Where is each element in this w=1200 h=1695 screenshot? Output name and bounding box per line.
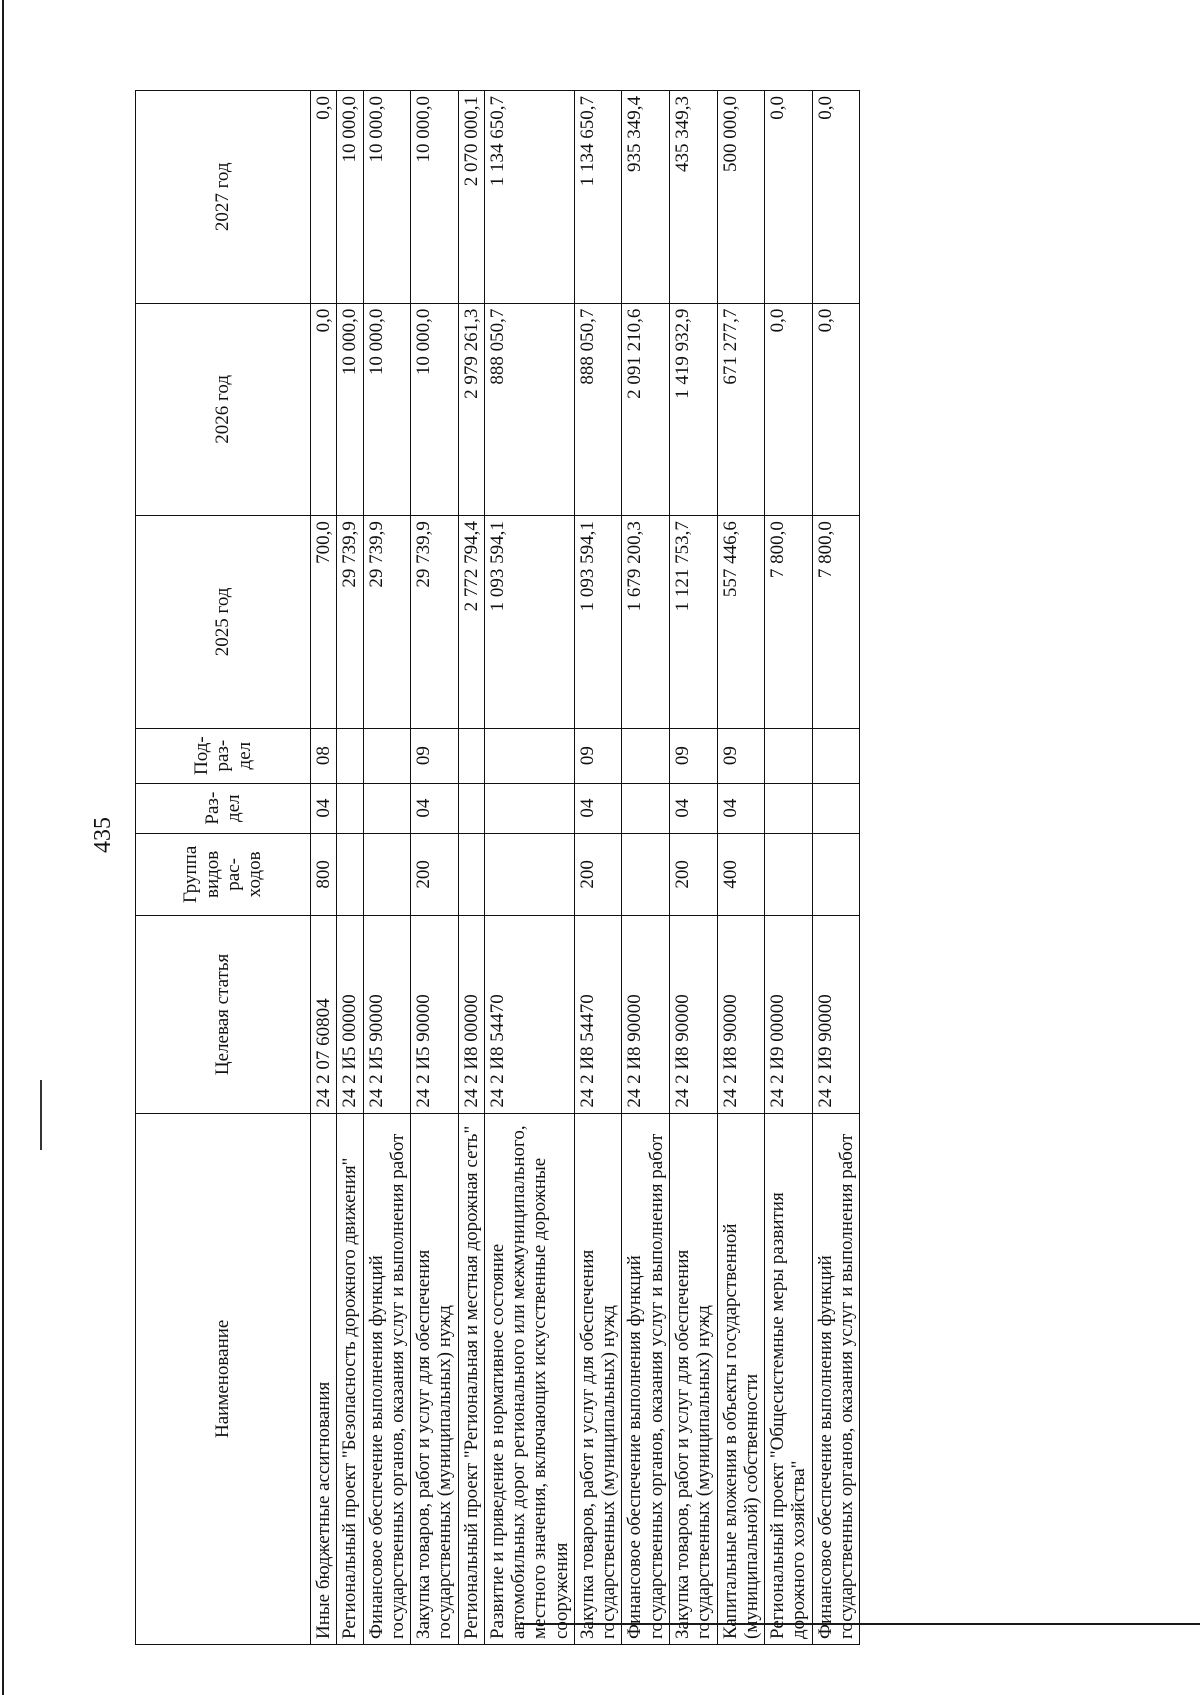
cell-subsection: 09 [717,728,765,783]
cell-2027: 0,0 [812,91,860,304]
cell-2025: 1 093 594,1 [484,516,574,729]
cell-subsection [458,728,484,783]
cell-target: 24 2 И9 00000 [765,916,813,1114]
cell-target: 24 2 И5 00000 [337,916,363,1114]
cell-group: 200 [411,833,459,916]
cell-section: 04 [411,783,459,833]
cell-section: 04 [574,783,622,833]
cell-name: Финансовое обеспечение выполнения функций государственных органов, оказания услуг и выполнения работ [363,1113,411,1644]
cell-target: 24 2 И5 90000 [363,916,411,1114]
cell-2026: 0,0 [812,303,860,516]
cell-name: Развитие и приведение в нормативное состояние автомобильных дорог регионального или межмуниципального, местного значения, включающих искусственные дорожные сооружения [484,1113,574,1644]
cell-2025: 1 679 200,3 [622,516,670,729]
cell-2027: 0,0 [765,91,813,304]
cell-subsection: 08 [311,728,337,783]
cell-name: Региональный проект "Безопасность дорожного движения" [337,1113,363,1644]
table-row [622,91,670,1645]
cell-name: Капитальные вложения в объекты государственной (муниципальной) собственности [717,1113,765,1644]
cell-subsection [765,728,813,783]
cell-target: 24 2 07 60804 [311,916,337,1114]
cell-2026: 888 050,7 [574,303,622,516]
header-2026: 2026 год [136,303,311,516]
cell-group [765,833,813,916]
table-row [574,91,622,1645]
table-row [311,91,337,1645]
cell-2026: 10 000,0 [411,303,459,516]
cell-2027: 500 000,0 [717,91,765,304]
cell-subsection: 09 [669,728,717,783]
cell-2025: 557 446,6 [717,516,765,729]
table-row [337,91,363,1645]
cell-2027: 1 134 650,7 [484,91,574,304]
cell-2026: 888 050,7 [484,303,574,516]
cell-2026: 671 277,7 [717,303,765,516]
header-2027: 2027 год [136,91,311,304]
table-row [484,91,574,1645]
table-row [717,91,765,1645]
cell-name: Региональный проект "Региональная и местная дорожная сеть" [458,1113,484,1644]
cell-target: 24 2 И8 00000 [458,916,484,1114]
cell-section [363,783,411,833]
cell-2025: 29 739,9 [411,516,459,729]
cell-target: 24 2 И8 90000 [669,916,717,1114]
cell-subsection [622,728,670,783]
cell-name: Финансовое обеспечение выполнения функций государственных органов, оказания услуг и выполнения работ [622,1113,670,1644]
cell-group [363,833,411,916]
cell-target: 24 2 И8 54470 [574,916,622,1114]
cell-name: Закупка товаров, работ и услуг для обеспечения государственных (муниципальных) нужд [411,1113,459,1644]
header-group: Группа видов рас-ходов [136,833,311,916]
cell-section [622,783,670,833]
cell-2026: 0,0 [311,303,337,516]
cell-subsection [484,728,574,783]
scan-border-left [2,0,4,1695]
cell-2027: 10 000,0 [337,91,363,304]
cell-2026: 2 979 261,3 [458,303,484,516]
cell-subsection [363,728,411,783]
cell-group [458,833,484,916]
cell-group: 200 [669,833,717,916]
cell-2027: 2 070 000,1 [458,91,484,304]
cell-2026: 10 000,0 [363,303,411,516]
cell-group [622,833,670,916]
cell-2027: 435 349,3 [669,91,717,304]
cell-2027: 10 000,0 [363,91,411,304]
table-header-row [136,91,311,1645]
cell-2025: 1 121 753,7 [669,516,717,729]
cell-name: Финансовое обеспечение выполнения функций государственных органов, оказания услуг и выполнения работ [812,1113,860,1644]
table-row [812,91,860,1645]
cell-section [765,783,813,833]
cell-section [484,783,574,833]
cell-target: 24 2 И8 54470 [484,916,574,1114]
cell-2027: 1 134 650,7 [574,91,622,304]
table-row [411,91,459,1645]
cell-name: Региональный проект "Общесистемные меры развития дорожного хозяйства" [765,1113,813,1644]
cell-target: 24 2 И8 90000 [622,916,670,1114]
table-row [363,91,411,1645]
cell-subsection [812,728,860,783]
cell-2027: 935 349,4 [622,91,670,304]
cell-2025: 700,0 [311,516,337,729]
cell-group [337,833,363,916]
cell-name: Закупка товаров, работ и услуг для обеспечения государственных (муниципальных) нужд [574,1113,622,1644]
header-subsection: Под-раз-дел [136,728,311,783]
cell-section: 04 [669,783,717,833]
cell-subsection [337,728,363,783]
cell-2027: 10 000,0 [411,91,459,304]
table-row [458,91,484,1645]
cell-group [812,833,860,916]
cell-target: 24 2 И5 90000 [411,916,459,1114]
header-2025: 2025 год [136,516,311,729]
cell-2025: 2 772 794,4 [458,516,484,729]
cell-2025: 7 800,0 [812,516,860,729]
cell-2026: 2 091 210,6 [622,303,670,516]
scan-mark [40,1080,42,1150]
cell-2026: 0,0 [765,303,813,516]
cell-group: 800 [311,833,337,916]
cell-section [812,783,860,833]
cell-group [484,833,574,916]
budget-table [135,90,860,1645]
cell-name: Закупка товаров, работ и услуг для обеспечения государственных (муниципальных) нужд [669,1113,717,1644]
cell-section [337,783,363,833]
cell-target: 24 2 И9 90000 [812,916,860,1114]
page-number: 435 [90,817,116,853]
header-section: Раз-дел [136,783,311,833]
cell-group: 400 [717,833,765,916]
header-name: Наименование [136,1113,311,1644]
cell-2025: 1 093 594,1 [574,516,622,729]
cell-2025: 7 800,0 [765,516,813,729]
cell-target: 24 2 И8 90000 [717,916,765,1114]
cell-2027: 0,0 [311,91,337,304]
table-row [669,91,717,1645]
cell-2026: 10 000,0 [337,303,363,516]
cell-subsection: 09 [574,728,622,783]
document-sheet [80,55,1120,1655]
cell-2025: 29 739,9 [363,516,411,729]
cell-2026: 1 419 932,9 [669,303,717,516]
cell-name: Иные бюджетные ассигнования [311,1113,337,1644]
cell-group: 200 [574,833,622,916]
cell-subsection: 09 [411,728,459,783]
table-row [765,91,813,1645]
cell-section: 04 [311,783,337,833]
cell-section [458,783,484,833]
cell-section: 04 [717,783,765,833]
header-target: Целевая статья [136,916,311,1114]
cell-2025: 29 739,9 [337,516,363,729]
